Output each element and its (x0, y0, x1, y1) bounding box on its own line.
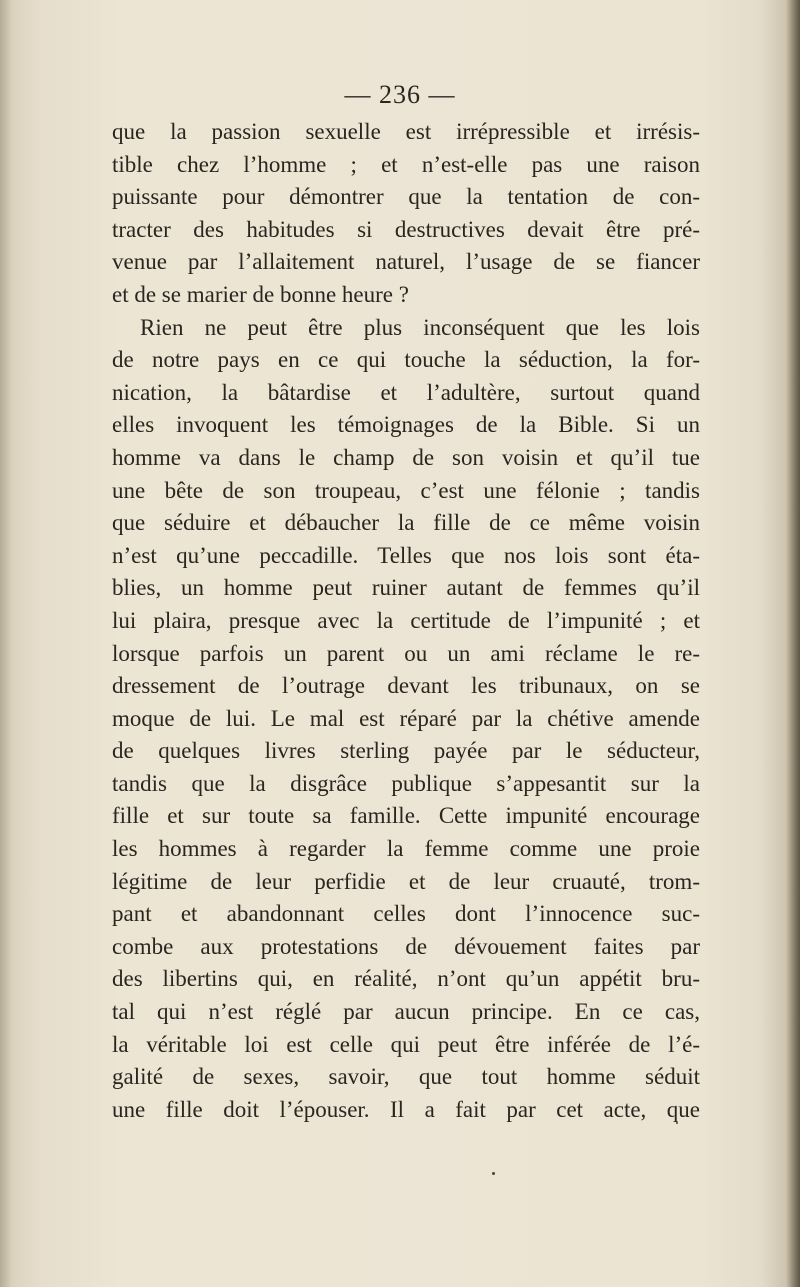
text-line: venue par l’allaitement naturel, l’usage de se fiancer (112, 249, 700, 275)
text-line: pant et abandonnant celles dont l’innocence suc- (112, 901, 700, 927)
text-line: nication, la bâtardise et l’adultère, surtout quand (112, 379, 700, 405)
text-line: de notre pays en ce qui touche la séduction, la for- (112, 347, 700, 373)
text-line: une fille doit l’épouser. Il a fait par cet acte, que (112, 1096, 700, 1122)
text-line: combe aux protestations de dévouement faites par (112, 933, 700, 959)
text-line: tible chez l’homme ; et n’est-elle pas une raison (112, 151, 700, 177)
text-line: blies, un homme peut ruiner autant de femmes qu’il (112, 575, 700, 601)
text-line: tandis que la disgrâce publique s’appesantit sur la (112, 770, 700, 796)
text-line: une bête de son troupeau, c’est une félonie ; tandis (112, 477, 700, 503)
text-line: fille et sur toute sa famille. Cette impunité encourage (112, 803, 700, 829)
text-line: les hommes à regarder la femme comme une proie (112, 836, 700, 862)
text-line: tracter des habitudes si destructives devait être pré- (112, 216, 700, 242)
text-line: Rien ne peut être plus inconséquent que les lois (140, 314, 700, 340)
text-line: tal qui n’est réglé par aucun principe. En ce cas, (112, 999, 700, 1025)
text-line: puissante pour démontrer que la tentation de con- (112, 184, 700, 210)
text-line: galité de sexes, savoir, que tout homme séduit (112, 1064, 700, 1090)
ink-speck (676, 1122, 678, 1124)
page-left-edge-shadow (0, 0, 12, 1287)
text-line: dressement de l’outrage devant les tribunaux, on se (112, 673, 700, 699)
text-line: elles invoquent les témoignages de la Bible. Si un (112, 412, 700, 438)
page-right-edge-shadow (786, 0, 800, 1287)
ink-speck (492, 1172, 495, 1175)
text-line: que la passion sexuelle est irrépressible et irrésis- (112, 119, 700, 144)
text-line: lui plaira, presque avec la certitude de l’impunité ; et (112, 607, 700, 633)
text-line: moque de lui. Le mal est réparé par la chétive amende (112, 705, 700, 731)
text-line: et de se marier de bonne heure ? (112, 281, 409, 307)
text-line: homme va dans le champ de son voisin et qu’il tue (112, 444, 700, 470)
text-line: que séduire et débaucher la fille de ce même voisin (112, 510, 700, 536)
text-line: la véritable loi est celle qui peut être inférée de l’é- (112, 1031, 700, 1057)
text-line: n’est qu’une peccadille. Telles que nos lois sont éta- (112, 542, 700, 568)
text-line: de quelques livres sterling payée par le séducteur, (112, 738, 700, 764)
page-number-header: — 236 — (344, 80, 456, 109)
text-line: lorsque parfois un parent ou un ami réclame le re- (112, 640, 700, 666)
body-text (112, 116, 700, 1126)
text-line: légitime de leur perfidie et de leur cruauté, trom- (112, 868, 700, 894)
text-line: des libertins qui, en réalité, n’ont qu’un appétit bru- (112, 966, 700, 992)
